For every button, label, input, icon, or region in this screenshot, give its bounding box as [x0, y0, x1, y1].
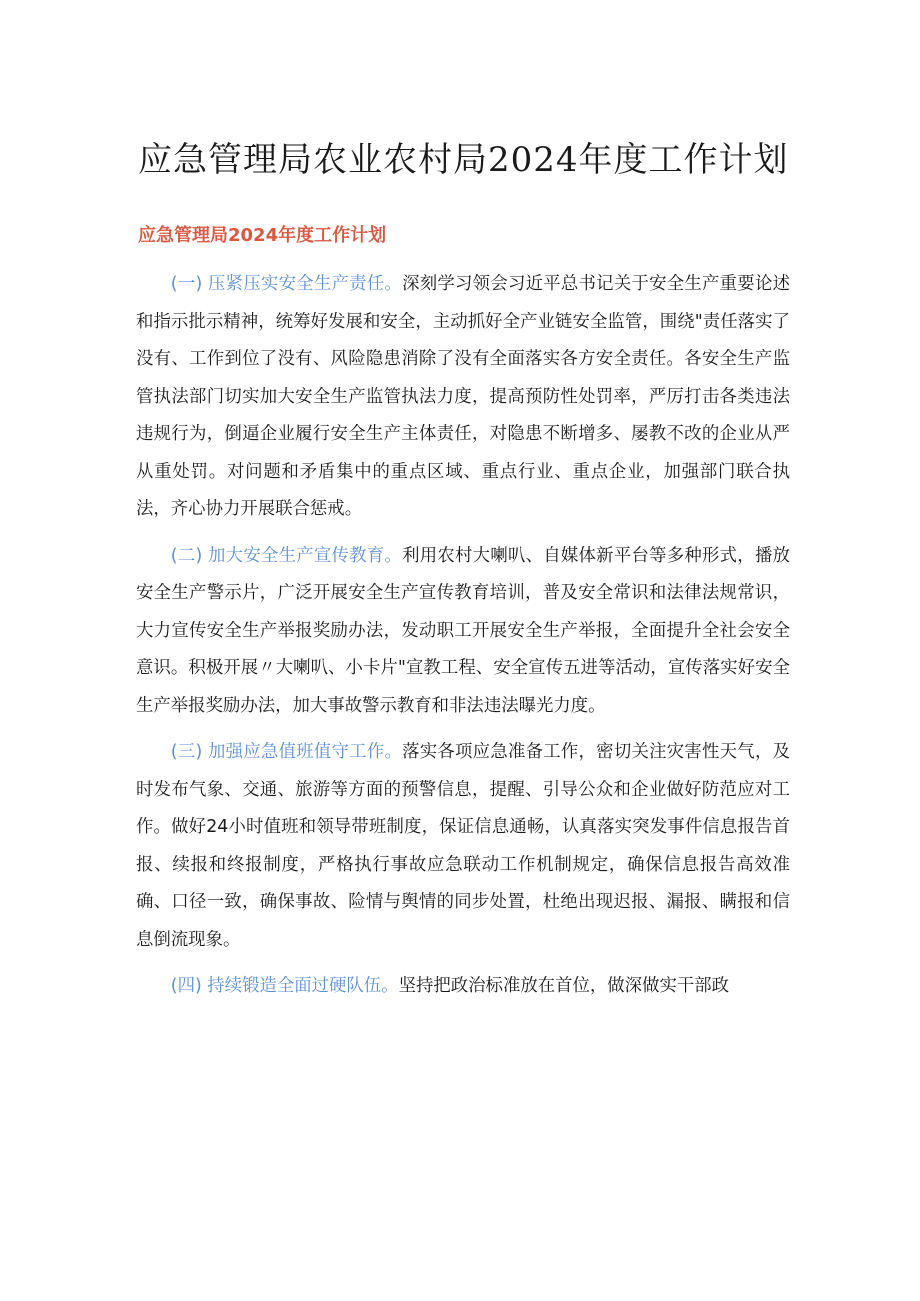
paragraph-3 — [136, 734, 790, 959]
document-body — [136, 266, 790, 1015]
paragraph-text: 利用农村大喇叭、自媒体新平台等多种形式，播放安全生产警示片，广泛开展安全生产宣传教育培训，普及安全常识和法律法规常识，大力宣传安全生产举报奖励办法，发动职工开展安全生产举报，全面提升全社会安全意识。积极开展〃大喇叭、小卡片"宣教工程、安全宣传五进等活动，宣传落实好安全生产举报奖励办法，加大事故警示教育和非法违法曝光力度。 — [136, 545, 790, 716]
paragraph-heading: (四) 持续锻造全面过硬队伍。 — [170, 976, 399, 996]
paragraph-heading: (三) 加强应急值班值守工作。 — [170, 742, 403, 762]
paragraph-1 — [136, 266, 790, 529]
paragraph-2 — [136, 538, 790, 726]
paragraph-heading: (二) 加大安全生产宣传教育。 — [170, 545, 403, 566]
paragraph-text: 坚持把政治标准放在首位，做深做实干部政 — [398, 976, 730, 996]
paragraph-text: 深刻学习领会习近平总书记关于安全生产重要论述和指示批示精神，统筹好发展和安全，主动抓好全产业链安全监管，围绕"责任落实了没有、工作到位了没有、风险隐患消除了没有全面落实各方安全责任。各安全生产监管执法部门切实加大安全生产监管执法力度，提高预防性处罚率，严厉打击各类违法违规行为，倒逼企业履行安全生产主体责任，对隐患不断增多、屡教不改的企业从严从重处罚。对问题和矛盾集中的重点区域、重点行业、重点企业，加强部门联合执法，齐心协力开展联合惩戒。 — [136, 274, 790, 519]
document-title: 应急管理局农业农村局2024年度工作计划 — [138, 140, 789, 180]
paragraph-text: 落实各项应急准备工作，密切关注灾害性天气，及时发布气象、交通、旅游等方面的预警信息，提醒、引导公众和企业做好防范应对工作。做好24小时值班和领导带班制度，保证信息通畅，认真落实突发事件信息报告首报、续报和终报制度，严格执行事故应急联动工作机制规定，确保信息报告高效准确、口径一致，确保事故、险情与舆情的同步处置，杜绝出现迟报、漏报、瞒报和信息倒流现象。 — [136, 742, 790, 950]
paragraph-4 — [136, 968, 790, 1006]
paragraph-heading: (一) 压紧压实安全生产责任。 — [170, 274, 403, 294]
document-subtitle: 应急管理局2024年度工作计划 — [138, 225, 387, 246]
